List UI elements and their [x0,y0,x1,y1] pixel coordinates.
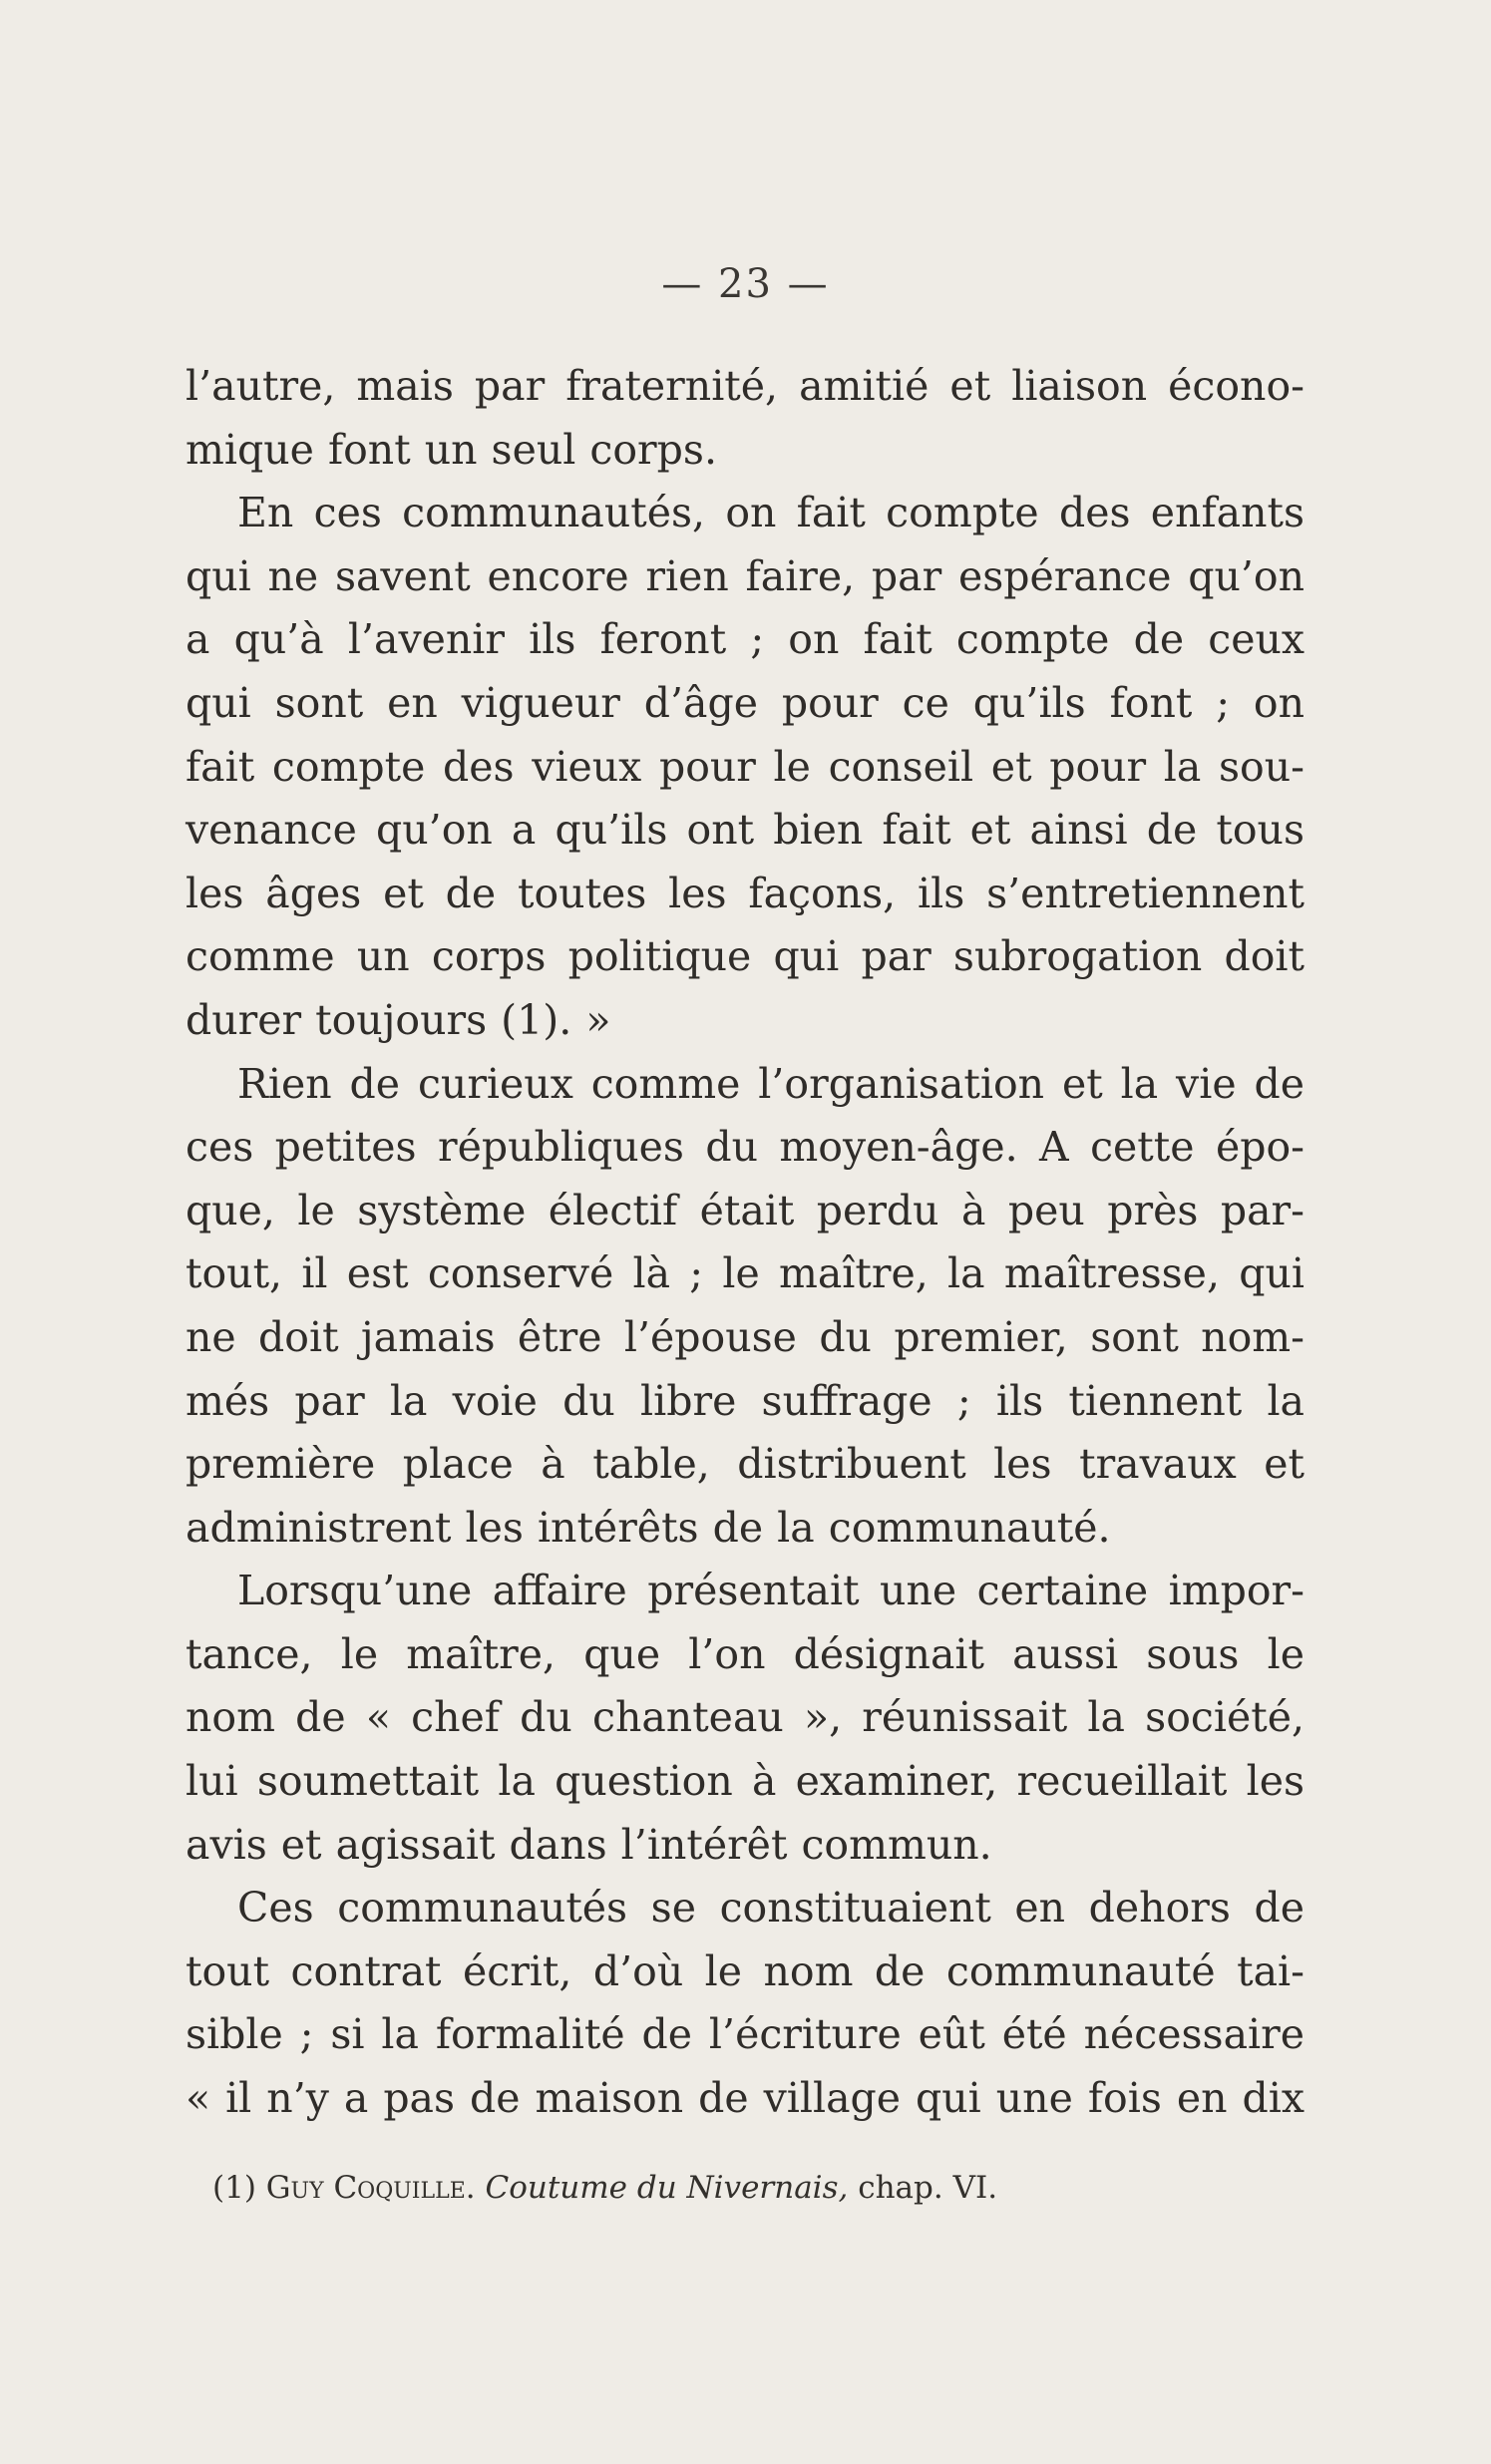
text-line: venance qu’on a qu’ils ont bien fait et ainsi de tous [186,806,1305,855]
text-line: tout contrat écrit, d’où le nom de communauté tai- [186,1946,1305,1995]
text-line: que, le système électif était perdu à peu près par- [186,1186,1305,1234]
footnote-title: Coutume du Nivernais, [485,2170,849,2206]
text-line: fait compte des vieux pour le conseil et pour la sou- [186,742,1305,791]
text-line: première place à table, distribuent les travaux et [186,1440,1305,1489]
text-line: avis et agissait dans l’intérêt commun. [186,1820,992,1869]
page-number: — 23 — [661,261,830,307]
text-line: tance, le maître, que l’on désignait aussi sous le [186,1629,1305,1678]
footnote-reference: chap. VI. [858,2170,998,2206]
text-line: lui soumettait la question à examiner, recueillait les [186,1757,1305,1806]
text-line: sible ; si la formalité de l’écriture eût été nécessaire [186,2010,1305,2059]
footnote [212,2170,997,2206]
text-line: nom de « chef du chanteau », réunissait la société, [186,1693,1305,1742]
text-line: « il n’y a pas de maison de village qui une fois en dix [186,2074,1305,2123]
text-line: administrent les intérêts de la communauté. [186,1503,1111,1552]
text-line: ne doit jamais être l’épouse du premier, sont nom- [186,1312,1305,1361]
text-line: les âges et de toutes les façons, ils s’entretiennent [186,869,1305,917]
text-line: comme un corps politique qui par subrogation doit [186,932,1305,981]
text-line: En ces communautés, on fait compte des enfants [237,489,1305,537]
footnote-marker: (1) [212,2170,256,2206]
text-line: ces petites républiques du moyen-âge. A cette épo- [186,1123,1305,1172]
text-line: qui ne savent encore rien faire, par espérance qu’on [186,551,1305,600]
text-line: tout, il est conservé là ; le maître, la maîtresse, qui [186,1249,1305,1298]
text-line: Ces communautés se constituaient en dehors de [237,1884,1305,1933]
text-line: a qu’à l’avenir ils feront ; on fait compte de ceux [186,615,1305,664]
text-line: Lorsqu’une affaire présentait une certaine impor- [237,1567,1305,1615]
text-line: l’autre, mais par fraternité, amitié et liaison écono- [186,362,1305,410]
text-line: mique font un seul corps. [186,425,717,474]
text-line: durer toujours (1). » [186,995,611,1044]
body-text [186,355,1305,2131]
footnote-author: Guy Coquille. [265,2170,476,2206]
text-line: qui sont en vigueur d’âge pour ce qu’ils font ; on [186,678,1305,727]
text-line: Rien de curieux comme l’organisation et la vie de [237,1059,1305,1108]
text-line: més par la voie du libre suffrage ; ils tiennent la [186,1376,1305,1425]
